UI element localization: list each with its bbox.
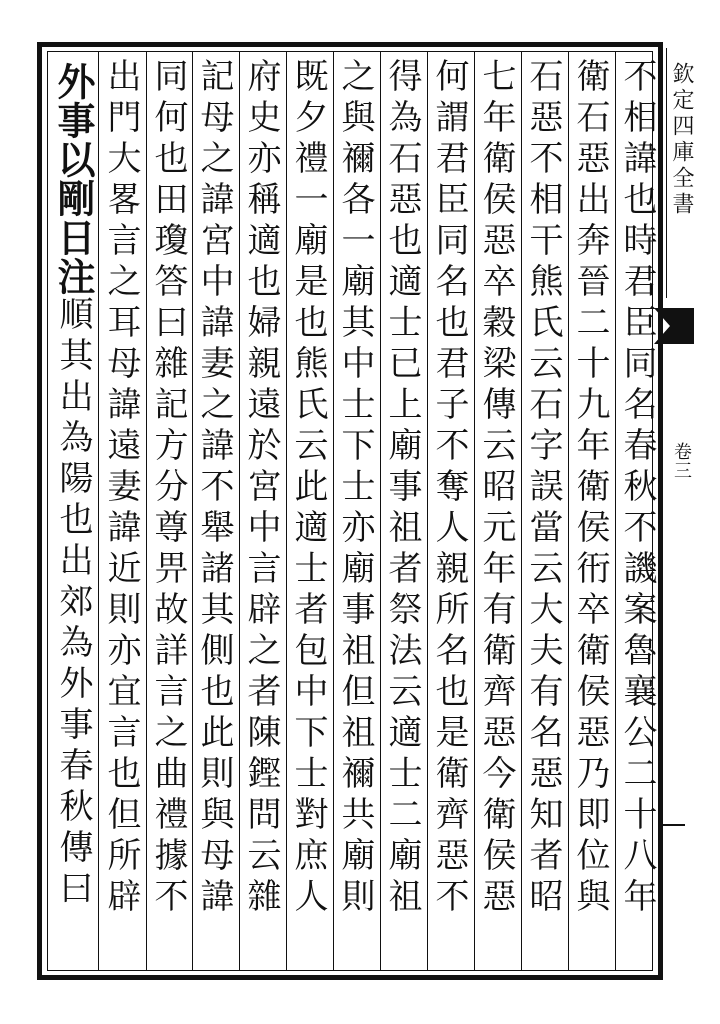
column-rule [521,51,522,971]
column-rule [568,51,569,971]
text-column: 石惡不相干熊氏云石字誤當云大夫有名惡知者昭 [523,58,563,919]
text-column: 府史亦稱適也婦親遠於宮中言辟之者陳鏗問云雜 [241,58,281,919]
column-rule [615,51,616,971]
text-column: 之與禰各一廟其中士下士亦廟事祖但祖禰共廟則 [335,58,375,919]
text-column: 出門大畧言之耳母諱遠妻諱近則亦宜言也但所辟 [101,58,141,919]
text-column: 既夕禮一廟是也熊氏云此適士者包中下士對庶人 [288,58,328,919]
column-rule [286,51,287,971]
column-rule [98,51,99,971]
text-column: 不相諱也時君臣同名春秋不譏案魯襄公二十八年 [617,58,657,919]
main-text-line [51,62,96,911]
text-column: 記母之諱宮中諱妻之諱不舉諸其側也此則與母諱 [194,58,234,919]
text-column: 得為石惡也適士已上廟事祖者祭法云適士二廟祖 [382,58,422,919]
text-column: 同何也田瓊答曰雜記方分尊畀故詳言之曲禮據不 [148,58,188,919]
text-column: 何謂君臣同名也君子不奪人親所名也是衛齊惡不 [429,58,469,919]
column-rule [146,51,147,971]
main-text-heading: 外事以剛日注 [51,62,96,296]
volume-label: 卷三 [671,442,692,480]
text-column: 衛石惡出奔晉二十九年衛侯衎卒衛侯惡乃即位與 [570,58,610,919]
column-rule [380,51,381,971]
text-column: 七年衛侯惡卒穀梁傳云昭元年有衛齊惡今衛侯惡 [476,58,516,919]
column-rule [333,51,334,971]
margin-tick [661,824,685,826]
book-title: 欽定四庫全書 [669,62,694,218]
column-rule [192,51,193,971]
column-rule [474,51,475,971]
column-rule [239,51,240,971]
column-rule [427,51,428,971]
main-text-commentary: 順其出為陽也出郊為外事春秋傳曰 [53,296,93,911]
